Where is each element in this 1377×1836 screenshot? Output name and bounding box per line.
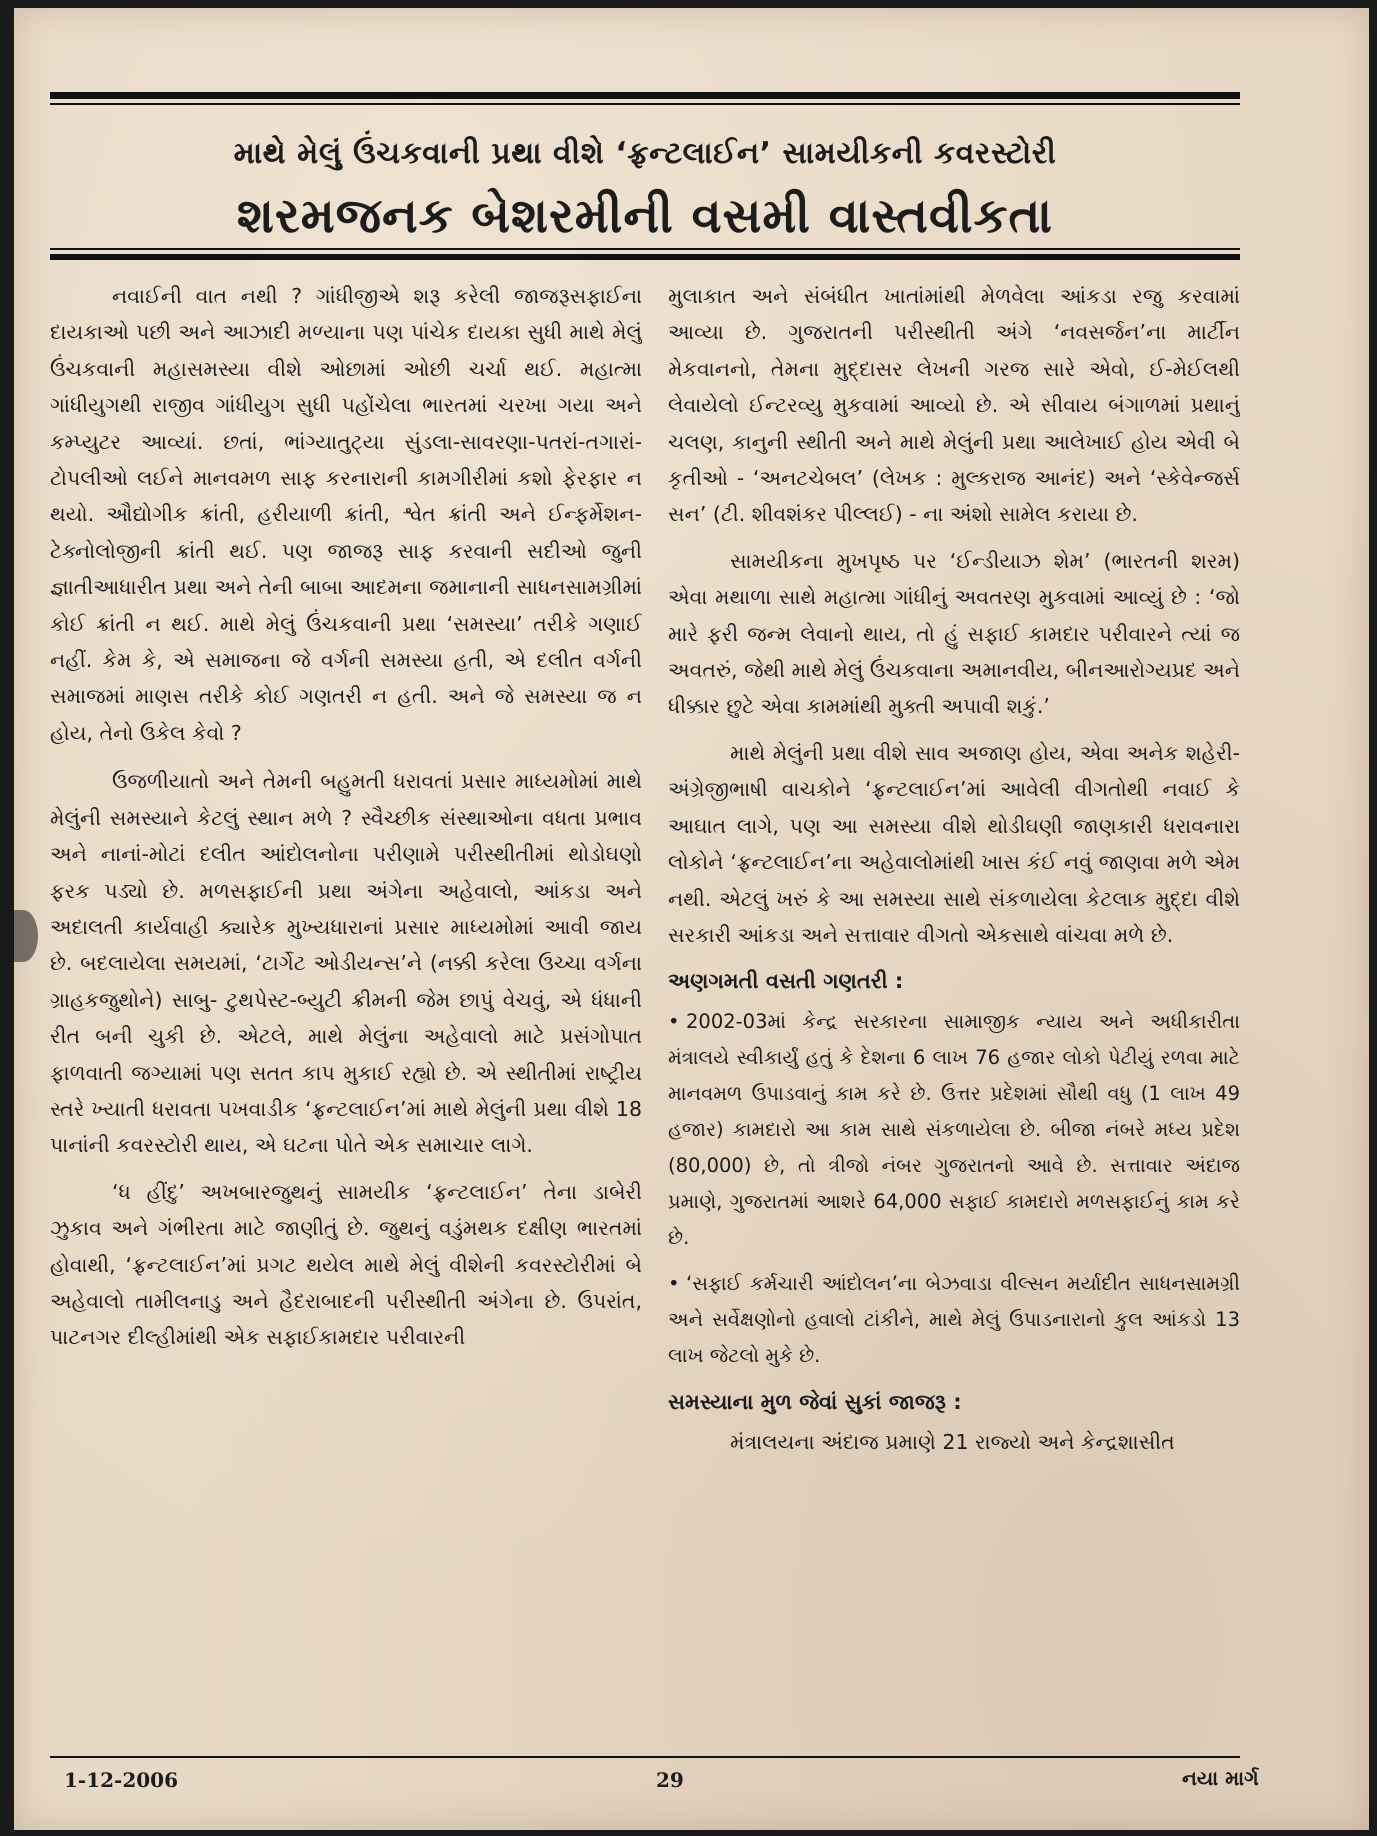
article-title: શરમજનક બેશરમીની વસમી વાસ્તવીકતા [236,188,1054,244]
bullet-icon: • [668,1271,680,1295]
section-heading: અણગમતી વસતી ગણતરી : [668,969,904,994]
footer-rule [50,1756,1240,1758]
paragraph: સામયીકના મુખપૃષ્ઠ પર ‘ઈન્ડીયાઝ શેમ’ (ભારતની શરમ) એવા મથાળા સાથે મહાત્મા ગાંધીનું અવતરણ મુકવામાં આવ્યું છે : ‘જો મારે ફરી જન્મ લેવાનો થાય, તો હું સફાઈ કામદાર પરીવારને ત્યાં જ અવતરું, જેથી માથે મેલું ઉંચકવાના અમાનવીય, બીનઆરોગ્યપ્રદ અને ધીક્કાર છુટે એવા કામમાંથી મુક્તી અપાવી શકું.’ [668,548,1240,719]
issue-date: 1-12-2006 [64,1768,179,1792]
paragraph: મંત્રાલયના અંદાજ પ્રમાણે 21 રાજ્યો અને કેન્દ્રશાસીત [730,1430,1175,1455]
bullet-text: ‘સફાઈ કર્મચારી આંદોલન’ના બેઝવાડા વીલ્સન મર્યાદીત સાધનસામગ્રી અને સર્વેક્ષણોનો હવાલો ટાંકીને, માથે મેલું ઉપાડનારાનો કુલ આંકડો 13 લાખ જેટલો મુકે છે. [668,1271,1240,1367]
page-number: 29 [656,1768,684,1792]
page-tear-mark [8,910,38,962]
left-column [50,278,642,1748]
bullet-item [668,1004,1240,1256]
bullet-icon: • [668,1009,680,1033]
magazine-name: નયા માર્ગ [1182,1766,1259,1790]
paragraph: મુલાકાત અને સંબંધીત ખાતાંમાંથી મેળવેલા આંકડા રજુ કરવામાં આવ્યા છે. ગુજરાતની પરીસ્થીતી અંગે ‘નવસર્જન’ના માર્ટીન મેકવાનનો, તેમના મુદ્દાસર લેખની ગરજ સારે એવો, ઈ-મેઈલથી લેવાયેલો ઈન્ટરવ્યુ મુકવામાં આવ્યો છે. એ સીવાય બંગાળમાં પ્રથાનું ચલણ, કાનુની સ્થીતી અને માથે મેલુંની પ્રથા આલેખાઈ હોય એવી બે કૃતીઓ - ‘અનટચેબલ’ (લેખક : મુલ્કરાજ આનંદ) અને ‘સ્કેવેન્જર્સ સન’ (ટી. શીવશંકર પીલ્લઈ) - ના અંશો સામેલ કરાયા છે. [668,284,1240,527]
title-rule-thin [50,248,1240,250]
right-column [668,278,1240,1748]
bullet-item [668,1266,1240,1374]
paragraph: ઉજળીયાતો અને તેમની બહુમતી ધરાવતાં પ્રસાર માધ્યમોમાં માથે મેલુંની સમસ્યાને કેટલું સ્થાન મળે ? સ્વૈચ્છીક સંસ્થાઓના વધતા પ્રભાવ અને નાનાં-મોટાં દલીત આંદોલનોના પરીણામે પરીસ્થીતીમાં થોડોઘણો ફરક પડ્યો છે. મળસફાઈની પ્રથા અંગેના અહેવાલો, આંકડા અને અદાલતી કાર્યવાહી ક્યારેક મુખ્યધારાનાં પ્રસાર માધ્યમોમાં આવી જાય છે. બદલાયેલા સમયમાં, ‘ટાર્ગેટ ઓડીયન્સ’ને (નક્કી કરેલા ઉચ્ચા વર્ગના ગ્રાહકજુથોને) સાબુ- ટુથપેસ્ટ-બ્યુટી ક્રીમની જેમ છાપું વેચવું, એ ધંધાની રીત બની ચુકી છે. એટલે, માથે મેલુંના અહેવાલો માટે પ્રસંગોપાત ફાળવાતી જગ્યામાં પણ સતત કાપ મુકાઈ રહ્યો છે. એ સ્થીતીમાં રાષ્ટ્રીય સ્તરે ખ્યાતી ધરાવતા પખવાડીક ‘ફ્રન્ટલાઈન’માં માથે મેલુંની પ્રથા વીશે 18 પાનાંની કવરસ્ટોરી થાય, એ ઘટના પોતે એક સમાચાર લાગે. [50,769,642,1158]
header-rule-thin [50,103,1240,105]
bullet-text: 2002-03માં કેન્દ્ર સરકારના સામાજીક ન્યાય અને અધીકારીતા મંત્રાલયે સ્વીકાર્યું હતું કે દેશના 6 લાખ 76 હજાર લોકો પેટીયું રળવા માટે માનવમળ ઉપાડવાનું કામ કરે છે. ઉત્તર પ્રદેશમાં સૌથી વધુ (1 લાખ 49 હજાર) કામદારો આ કામ સાથે સંકળાયેલા છે. બીજા નંબરે મધ્ય પ્રદેશ (80,000) છે, તો ત્રીજો નંબર ગુજરાતનો આવે છે. સત્તાવાર અંદાજ પ્રમાણે, ગુજરાતમાં આશરે 64,000 સફાઈ કામદારો મળસફાઈનું કામ કરે છે. [668,1009,1240,1249]
header-rule-thick [50,92,1240,99]
title-rule-thick [50,254,1240,260]
paragraph: માથે મેલુંની પ્રથા વીશે સાવ અજાણ હોય, એવા અનેક શહેરી-અંગ્રેજીભાષી વાચકોને ‘ફ્રન્ટલાઈન’માં આવેલી વીગતોથી નવાઈ કે આઘાત લાગે, પણ આ સમસ્યા વીશે થોડીઘણી જાણકારી ધરાવનારા લોકોને ‘ફ્રન્ટલાઈન’ના અહેવાલોમાંથી ખાસ કંઈ નવું જાણવા મળે એમ નથી. એટલું ખરું કે આ સમસ્યા સાથે સંકળાયેલા કેટલાક મુદ્દા વીશે સરકારી આંકડા અને સત્તાવાર વીગતો એકસાથે વાંચવા મળે છે. [668,740,1240,947]
section-heading: સમસ્યાના મુળ જેવાં સુકાં જાજરૂ : [668,1389,962,1414]
article-subtitle: માથે મેલું ઉંચકવાની પ્રથા વીશે ‘ફ્રન્ટલાઈન’ સામયીકની કવરસ્ટોરી [233,136,1057,171]
magazine-page [14,8,1369,1830]
paragraph: નવાઈની વાત નથી ? ગાંધીજીએ શરૂ કરેલી જાજરૂસફાઈના દાયકાઓ પછી અને આઝાદી મળ્યાના પણ પાંચેક દાયકા સુધી માથે મેલું ઉંચકવાની મહાસમસ્યા વીશે ઓછામાં ઓછી ચર્ચા થઈ. મહાત્મા ગાંધીયુગથી રાજીવ ગાંધીયુગ સુધી પહોંચેલા ભારતમાં ચરખા ગયા અને કમ્પ્યુટર આવ્યાં. છતાં, ભાંગ્યાતુટ્યા સુંડલા-સાવરણા-પતરાં-તગારાં-ટોપલીઓ લઈને માનવમળ સાફ કરનારાની કામગીરીમાં કશો ફેરફાર ન થયો. ઔદ્યોગીક ક્રાંતી, હરીયાળી ક્રાંતી, શ્વેત ક્રાંતી અને ઈન્ફર્મેશન-ટેક્નોલોજીની ક્રાંતી થઈ. પણ જાજરૂ સાફ કરવાની સદીઓ જુની જ્ઞાતીઆધારીત પ્રથા અને તેની બાબા આદમના જમાનાની સાધનસામગ્રીમાં કોઈ ક્રાંતી ન થઈ. માથે મેલું ઉંચકવાની પ્રથા ‘સમસ્યા’ તરીકે ગણાઈ નહીં. કેમ કે, એ સમાજના જે વર્ગની સમસ્યા હતી, એ દલીત વર્ગની સમાજમાં માણસ તરીકે કોઈ ગણતરી ન હતી. અને જે સમસ્યા જ ન હોય, તેનો ઉકેલ કેવો ? [50,284,642,745]
paragraph: ‘ધ હીંદુ’ અખબારજુથનું સામયીક ‘ફ્રન્ટલાઈન’ તેના ડાબેરી ઝુકાવ અને ગંભીરતા માટે જાણીતું છે. જુથનું વડુંમથક દક્ષીણ ભારતમાં હોવાથી, ‘ફ્રન્ટલાઈન’માં પ્રગટ થયેલ માથે મેલું વીશેની કવરસ્ટોરીમાં બે અહેવાલો તામીલનાડુ અને હૈદરાબાદની પરીસ્થીતી અંગેના છે. ઉપરાંત, પાટનગર દીલ્હીમાંથી એક સફાઈકામદાર પરીવારની [50,1179,642,1350]
